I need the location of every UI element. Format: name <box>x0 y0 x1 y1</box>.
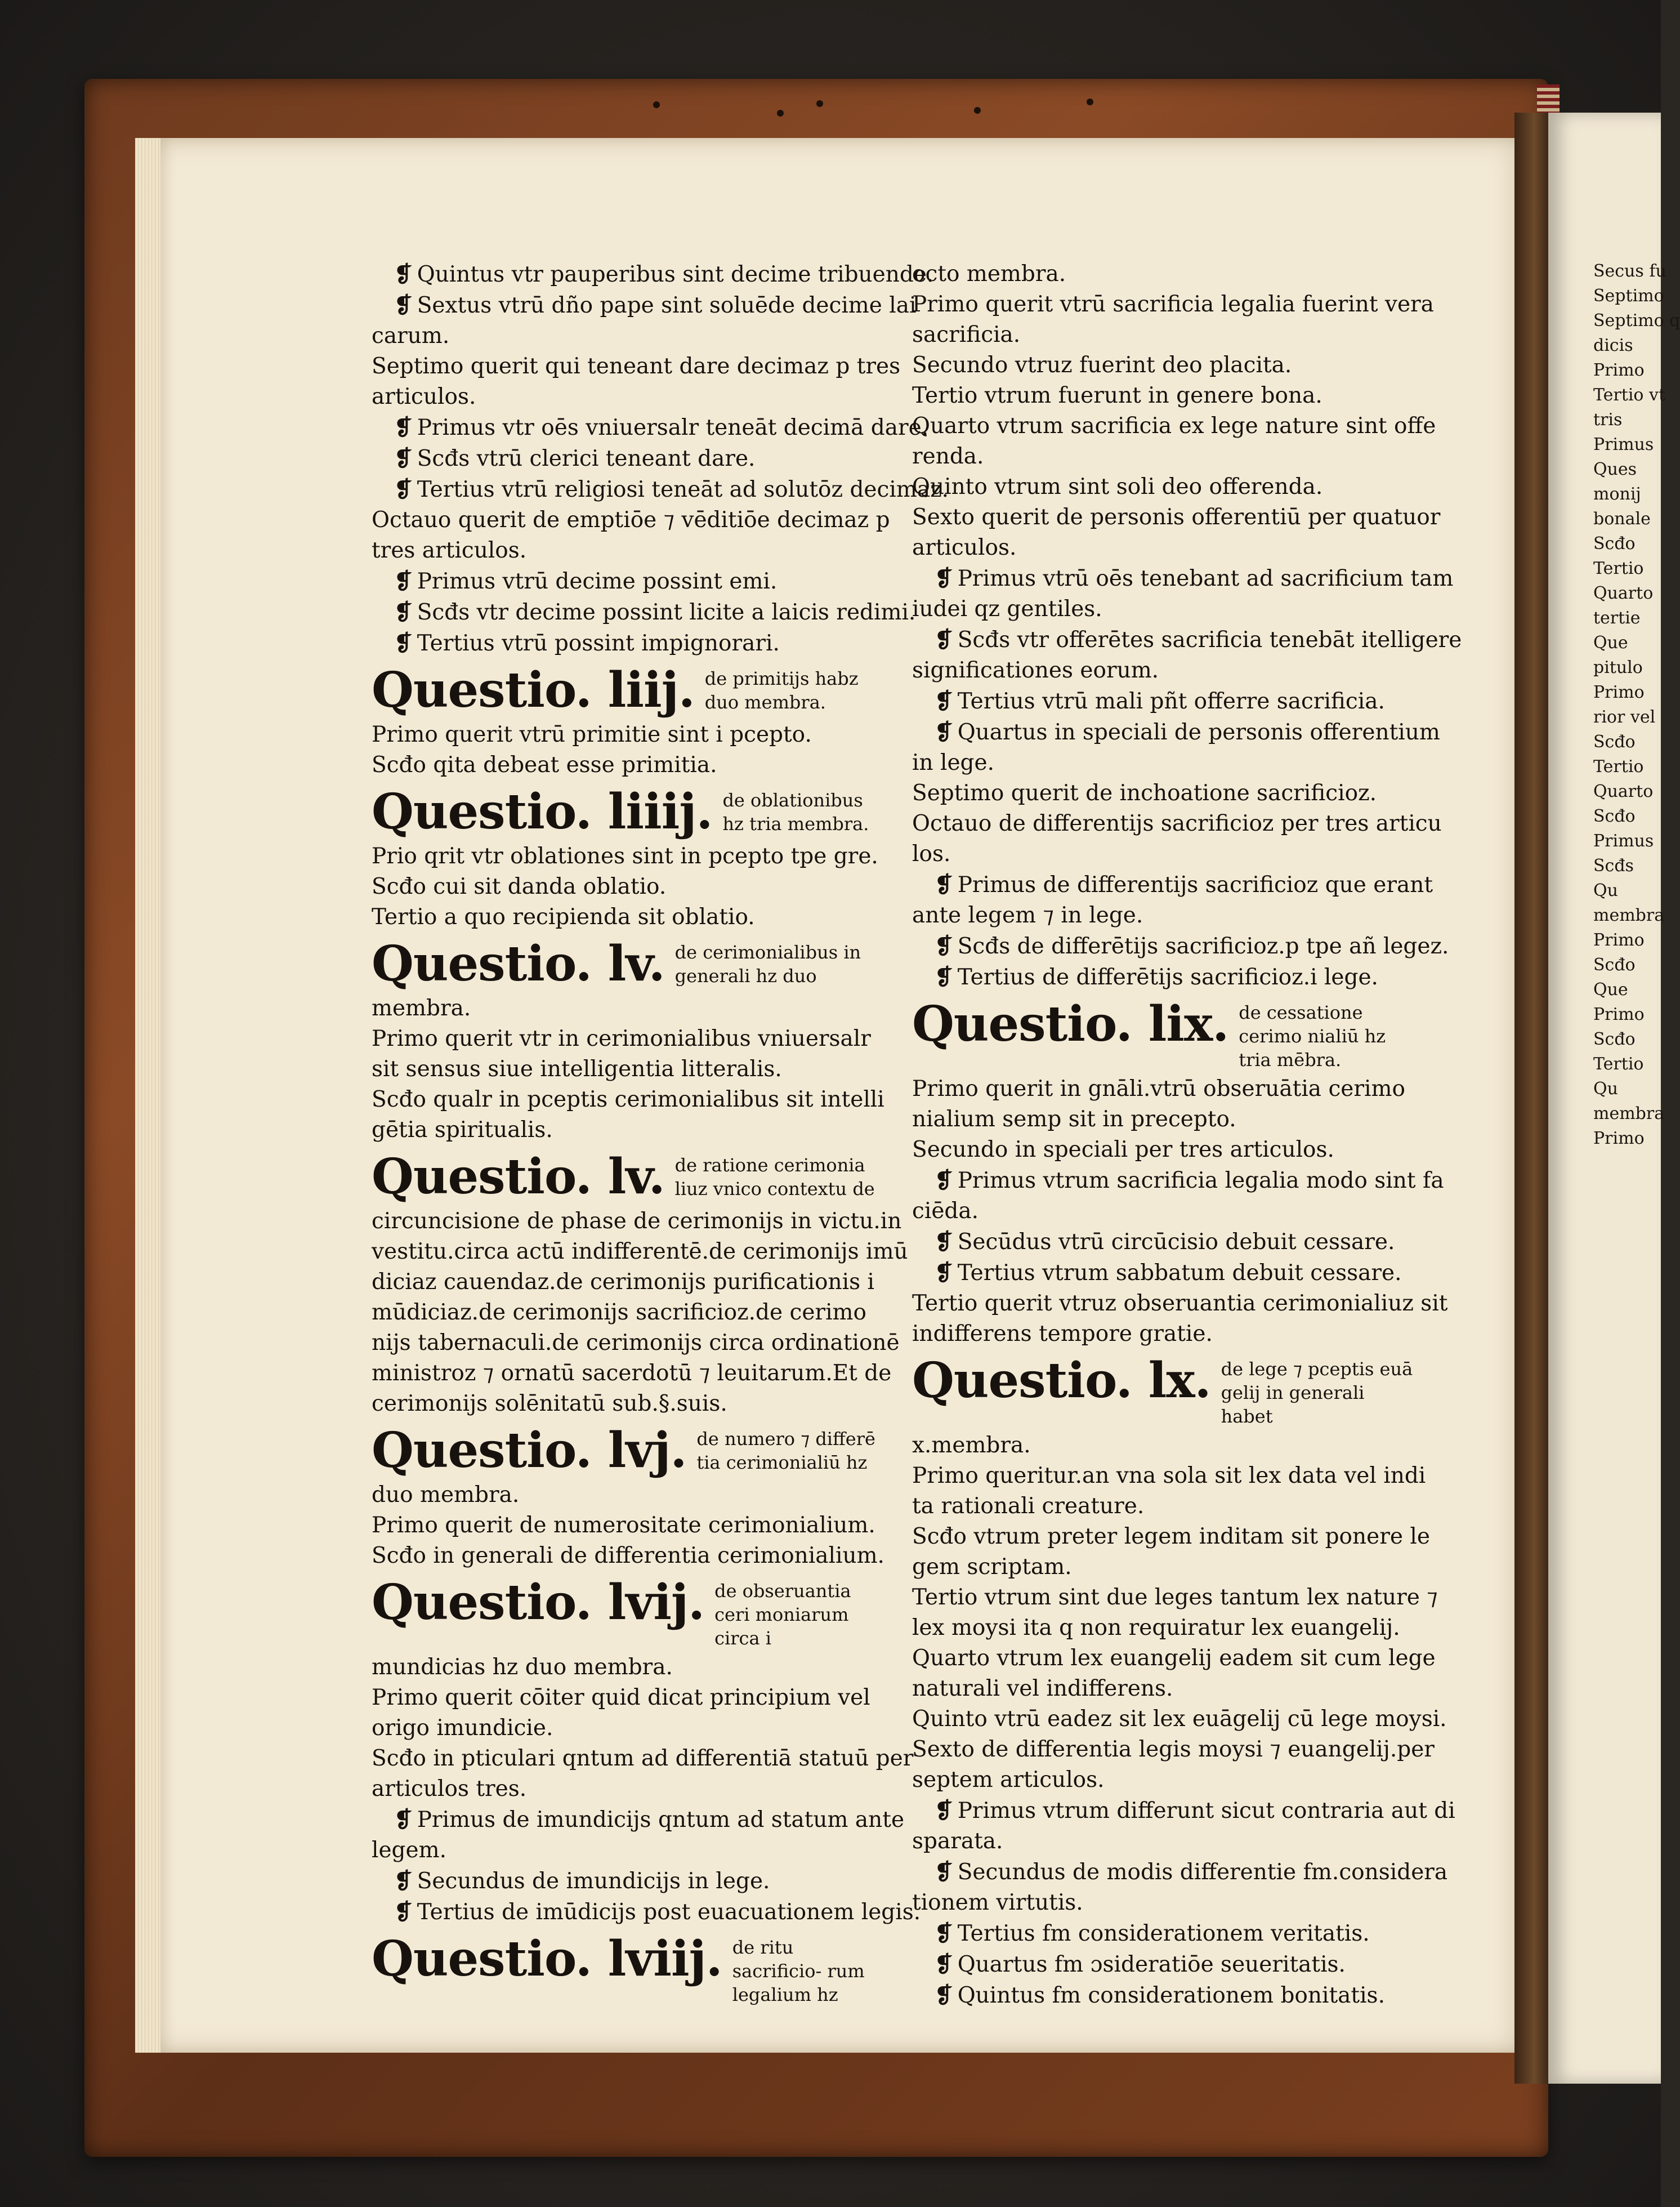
line-text: Primo querit in gnāli.vtrū obseruātia cerimo <box>912 1076 1405 1102</box>
pilcrow-icon: ❡ <box>935 1798 953 1823</box>
article-line <box>372 259 934 290</box>
text-line <box>912 748 1419 778</box>
next-page-fragment: Tertio vt <box>1593 385 1666 405</box>
questio-heading <box>372 1576 878 1650</box>
next-page-fragment: monij <box>1593 484 1641 504</box>
line-text: Quarto vtrum sacrificia ex lege nature sint offe <box>912 413 1436 439</box>
article-line <box>912 1227 1419 1258</box>
next-page-fragment: membra <box>1593 1104 1665 1123</box>
text-line <box>372 321 878 351</box>
pilcrow-icon: ❡ <box>935 1951 953 1977</box>
line-text: mundicias hz duo membra. <box>372 1655 673 1680</box>
text-line <box>912 1552 1419 1582</box>
article-line <box>372 474 949 505</box>
article-line <box>912 1857 1448 1888</box>
pilcrow-icon: ❡ <box>935 1260 953 1286</box>
next-page-fragment: Primo <box>1593 1005 1645 1024</box>
text-line <box>372 351 901 382</box>
article-line <box>372 1804 905 1835</box>
text-line <box>372 1835 878 1866</box>
line-text: Primo querit vtr in cerimonialibus vniuersalr <box>372 1026 871 1051</box>
line-text: ta rationali creature. <box>912 1493 1145 1519</box>
questio-number: Questio. lv. <box>372 1148 665 1205</box>
line-text: diciaz cauendaz.de cerimonijs purificationis i <box>372 1269 874 1295</box>
text-line <box>912 1735 1435 1765</box>
pilcrow-icon: ❡ <box>935 872 953 898</box>
text-line <box>372 1713 878 1744</box>
next-page-fragment: Scđo <box>1593 732 1636 752</box>
line-text: x.membra. <box>912 1433 1031 1458</box>
article-line <box>912 1980 1419 2011</box>
line-text: Secundo vtruz fuerint deo placita. <box>912 353 1292 378</box>
article-line <box>372 597 916 628</box>
pilcrow-icon: ❡ <box>935 933 953 959</box>
text-line <box>912 1104 1419 1135</box>
pilcrow-icon: ❡ <box>935 1229 953 1255</box>
pilcrow-icon: ❡ <box>935 719 953 745</box>
line-text: Prio qrit vtr oblationes sint in pcepto tpe gre. <box>372 844 878 869</box>
questio-heading <box>372 663 878 717</box>
line-text: nialium semp sit in precepto. <box>912 1107 1236 1132</box>
line-text: Sexto querit de personis offerentiū per quatuor <box>912 505 1441 530</box>
text-line <box>372 841 878 872</box>
pilcrow-icon: ❡ <box>394 1807 413 1833</box>
article-line <box>912 686 1419 717</box>
text-line <box>912 1888 1419 1918</box>
pilcrow-icon: ❡ <box>935 1920 953 1946</box>
next-page-fragment: Qu <box>1593 881 1618 900</box>
pilcrow-icon: ❡ <box>394 261 413 287</box>
line-text: Primo querit de numerositate cerimonialium. <box>372 1513 875 1538</box>
questio-number: Questio. liij. <box>372 662 695 719</box>
next-page-fragment: Quarto <box>1593 782 1654 801</box>
line-text: ministroz ⁊ ornatū sacerdotū ⁊ leuitarum.Et de <box>372 1361 892 1386</box>
pilcrow-icon: ❡ <box>935 1982 953 2008</box>
line-text: in lege. <box>912 750 994 775</box>
text-line <box>372 1480 878 1510</box>
line-text: significationes eorum. <box>912 658 1159 683</box>
line-text: Tertius de differētijs sacrificioz.i lege. <box>957 965 1378 990</box>
line-text: Sextus vtrū dño pape sint soluēde decime lai <box>417 293 917 318</box>
article-line <box>372 628 878 659</box>
pilcrow-icon: ❡ <box>394 292 413 318</box>
line-text: Scđo qualr in pceptis cerimonialibus sit intelli <box>372 1087 884 1112</box>
text-line <box>912 1135 1419 1165</box>
text-line <box>372 1652 878 1683</box>
line-text: Tertius fm considerationem veritatis. <box>957 1921 1370 1946</box>
line-text: Quintus vtr pauperibus sint decime tribuende. <box>417 262 934 287</box>
questio-heading <box>372 937 878 991</box>
pilcrow-icon: ❡ <box>394 630 413 656</box>
next-page-fragment: Quarto <box>1593 583 1654 603</box>
questio-summary: de ratione cerimonia liuz vnico contextu de <box>674 1154 875 1200</box>
text-line <box>912 594 1419 625</box>
text-line <box>372 1541 884 1571</box>
line-text: lex moysi ita q non requiratur lex euangelij. <box>912 1615 1400 1640</box>
line-text: legem. <box>372 1838 446 1863</box>
questio-number: Questio. lvj. <box>372 1422 687 1479</box>
text-line <box>912 1074 1419 1104</box>
text-line <box>372 1115 878 1145</box>
line-text: Secūdus vtrū circūcisio debuit cessare. <box>957 1229 1395 1255</box>
text-line <box>912 350 1419 381</box>
line-text: Scđo qita debeat esse primitia. <box>372 752 717 778</box>
line-text: Tertius de imūdicijs post euacuationem legis. <box>417 1900 921 1925</box>
next-page-fragment: Tertio <box>1593 1054 1644 1074</box>
next-page-fragment: Qu <box>1593 1079 1618 1099</box>
line-text: Scđs vtr offerētes sacrificia tenebāt itelligere <box>957 627 1462 653</box>
text-line <box>912 656 1419 686</box>
line-text: Tertio a quo recipienda sit oblatio. <box>372 904 755 930</box>
questio-heading <box>372 1424 878 1478</box>
article-line <box>912 1918 1419 1949</box>
questio-number: Questio. lvij. <box>372 1574 705 1631</box>
article-line <box>912 931 1449 962</box>
questio-number: Questio. liiij. <box>372 783 713 840</box>
line-text: gem scriptam. <box>912 1554 1072 1580</box>
line-text: tionem virtutis. <box>912 1890 1083 1915</box>
next-page-fragment: Septimo q <box>1593 311 1680 331</box>
line-text: Sexto de differentia legis moysi ⁊ euangelij.per <box>912 1737 1435 1762</box>
line-text: Secundo in speciali per tres articulos. <box>912 1137 1334 1162</box>
line-text: Scđs de differētijs sacrificioz.p tpe añ legez. <box>957 934 1449 959</box>
text-line <box>372 1510 878 1541</box>
line-text: Tertio vtrum fuerunt in genere bona. <box>912 383 1322 408</box>
text-line <box>912 502 1441 533</box>
text-line <box>372 1206 902 1237</box>
line-text: Septimo querit de inchoatione sacrificioz. <box>912 781 1377 806</box>
text-line <box>372 536 878 566</box>
line-text: Quartus fm ɔsideratiōe seueritatis. <box>957 1952 1346 1977</box>
line-text: ciēda. <box>912 1198 979 1224</box>
questio-heading <box>372 1150 878 1204</box>
next-page-fragment: Que <box>1593 633 1628 653</box>
questio-summary: de numero ⁊ differē tia cerimonialiū hz <box>696 1428 875 1473</box>
article-line <box>912 1165 1444 1196</box>
text-line <box>912 259 1419 289</box>
line-text: articulos tres. <box>372 1776 527 1802</box>
text-line <box>912 1491 1419 1522</box>
line-text: Tertio vtrum sint due leges tantum lex nature ⁊ <box>912 1585 1438 1610</box>
next-page-fragment: Primo <box>1593 1129 1645 1148</box>
next-page-fragment: Ques <box>1593 460 1637 479</box>
pilcrow-icon: ❡ <box>394 1868 413 1894</box>
pilcrow-icon: ❡ <box>394 445 413 471</box>
next-page-edge <box>1548 113 1680 2084</box>
article-line <box>912 563 1454 594</box>
line-text: iudei qz gentiles. <box>912 596 1102 622</box>
line-text: Tertius vtrū mali pñt offerre sacrificia. <box>957 689 1385 714</box>
line-text: Tertio querit vtruz obseruantia cerimonialiuz sit <box>912 1291 1448 1316</box>
text-line <box>372 1267 878 1298</box>
pilcrow-icon: ❡ <box>394 414 413 440</box>
line-text: Primus vtrū decime possint emi. <box>417 569 778 594</box>
nail-mark <box>816 100 823 107</box>
article-line <box>912 625 1462 656</box>
article-line <box>912 870 1433 900</box>
next-page-fragment: Scđo <box>1593 534 1636 554</box>
line-text: membra. <box>372 996 471 1021</box>
text-line <box>372 1774 878 1804</box>
next-page-fragment: dicis <box>1593 336 1633 355</box>
text-line <box>372 1358 892 1389</box>
line-text: Primus de imundicijs qntum ad statum ante <box>417 1807 905 1833</box>
text-line <box>912 320 1419 350</box>
pilcrow-icon: ❡ <box>394 568 413 594</box>
line-text: mūdiciaz.de cerimonijs sacrificioz.de cerimo <box>372 1300 867 1325</box>
text-line <box>912 1319 1419 1349</box>
questio-number: Questio. lx. <box>912 1352 1211 1409</box>
nail-mark <box>777 110 784 117</box>
next-page-fragment: Scđo <box>1593 955 1636 975</box>
line-text: Primo querit vtrū sacrificia legalia fuerint vera <box>912 292 1434 317</box>
questio-number: Questio. lviij. <box>372 1930 722 1987</box>
line-text: tres articulos. <box>372 538 527 563</box>
pilcrow-icon: ❡ <box>394 599 413 625</box>
article-line <box>372 412 929 443</box>
line-text: nijs tabernaculi.de cerimonijs circa ordinationē <box>372 1330 900 1356</box>
text-line <box>912 1522 1430 1552</box>
line-text: Primus vtrum differunt sicut contraria aut di <box>957 1798 1455 1823</box>
next-page-fragment: Primo <box>1593 930 1645 950</box>
line-text: Quarto vtrum lex euangelij eadem sit cum lege <box>912 1646 1436 1671</box>
line-text: Tertius vtrū possint impignorari. <box>417 631 780 656</box>
text-line <box>912 839 1419 870</box>
text-line <box>912 1288 1448 1319</box>
line-text: articulos. <box>912 535 1017 560</box>
nail-mark <box>974 107 981 114</box>
line-text: Primo querit vtrū primitie sint i pcepto. <box>372 722 812 747</box>
text-line <box>912 900 1419 931</box>
line-text: duo membra. <box>372 1482 520 1508</box>
text-line <box>372 1744 914 1774</box>
next-page-fragment: bonale <box>1593 509 1651 529</box>
pilcrow-icon: ❡ <box>935 1167 953 1193</box>
line-text: Quinto vtrū eadez sit lex euāgelij cū lege moysi. <box>912 1706 1447 1732</box>
text-line <box>372 1054 878 1085</box>
pilcrow-icon: ❡ <box>935 688 953 714</box>
line-text: sacrificia. <box>912 322 1021 347</box>
line-text: Tertius vtrum sabbatum debuit cessare. <box>957 1260 1402 1286</box>
text-line <box>912 1613 1419 1643</box>
text-line <box>372 993 878 1024</box>
line-text: octo membra. <box>912 261 1066 287</box>
questio-summary: de obseruantia ceri moniarum circa i <box>714 1580 851 1649</box>
questio-summary: de ritu sacrificio- rum legalium hz <box>732 1937 865 2005</box>
line-text: Secundus de imundicijs in lege. <box>417 1869 770 1894</box>
text-line <box>372 1298 878 1328</box>
line-text: Primus vtr oēs vniuersalr teneāt decimā dare. <box>417 415 929 440</box>
text-line <box>912 778 1419 809</box>
text-line <box>912 1765 1419 1795</box>
line-text: los. <box>912 841 951 867</box>
next-page-fragment: Scđs <box>1593 856 1634 876</box>
text-line <box>912 809 1442 839</box>
article-line <box>372 443 878 474</box>
line-text: Quartus in speciali de personis offerentium <box>957 720 1440 745</box>
next-page-fragment: Scđo <box>1593 1029 1636 1049</box>
pilcrow-icon: ❡ <box>935 964 953 990</box>
next-page-fragment: Primo <box>1593 360 1645 380</box>
questio-heading <box>372 785 878 839</box>
questio-summary: de cerimonialibus in generali hz duo <box>674 942 861 987</box>
article-line <box>912 1795 1455 1826</box>
line-text: Scđs vtr decime possint licite a laicis redimi. <box>417 600 916 625</box>
questio-heading <box>912 997 1419 1072</box>
text-line <box>912 442 1419 472</box>
questio-summary: de oblationibus hz tria membra. <box>722 790 869 835</box>
text-line <box>372 505 890 536</box>
article-line <box>912 1258 1419 1288</box>
text-line <box>912 1582 1438 1613</box>
pilcrow-icon: ❡ <box>935 565 953 591</box>
line-text: circuncisione de phase de cerimonijs in victu.in <box>372 1209 902 1234</box>
text-line <box>372 1328 900 1358</box>
article-line <box>372 1897 921 1928</box>
line-text: Quintus fm considerationem bonitatis. <box>957 1983 1385 2008</box>
line-text: Tertius vtrū religiosi teneāt ad solutōz decimaz. <box>417 477 949 502</box>
next-page-fragment: tertie <box>1593 608 1641 628</box>
line-text: septem articulos. <box>912 1767 1105 1793</box>
line-text: Secundus de modis differentie fm.considera <box>957 1860 1448 1885</box>
questio-heading <box>372 1932 878 2007</box>
text-line <box>912 1643 1436 1674</box>
questio-heading <box>912 1354 1419 1428</box>
line-text: origo imundicie. <box>372 1715 553 1741</box>
article-line <box>912 962 1419 993</box>
text-line <box>912 289 1434 320</box>
text-line <box>372 1683 878 1713</box>
text-line <box>372 872 878 902</box>
next-page-fragment: Que <box>1593 980 1628 1000</box>
line-text: articulos. <box>372 384 476 409</box>
pilcrow-icon: ❡ <box>935 627 953 653</box>
pilcrow-icon: ❡ <box>935 1859 953 1885</box>
next-page-fragment: Scđo <box>1593 806 1636 826</box>
line-text: naturali vel indifferens. <box>912 1676 1173 1701</box>
questio-number: Questio. lix. <box>912 996 1229 1053</box>
text-line <box>912 1704 1447 1735</box>
line-text: sparata. <box>912 1829 1003 1854</box>
line-text: Scđo vtrum preter legem inditam sit ponere le <box>912 1524 1430 1549</box>
text-line <box>912 1196 1419 1227</box>
text-line <box>372 720 878 750</box>
text-line <box>372 1085 884 1115</box>
line-text: renda. <box>912 444 984 469</box>
article-line <box>912 717 1440 748</box>
line-text: Octauo de differentijs sacrificioz per tres articu <box>912 811 1442 836</box>
line-text: Primus vtrū oēs tenebant ad sacrificium tam <box>957 566 1454 591</box>
line-text: Scđs vtrū clerici teneant dare. <box>417 446 756 471</box>
line-text: gētia spiritualis. <box>372 1117 553 1143</box>
line-text: Scđo cui sit danda oblatio. <box>372 874 667 899</box>
line-text: ante legem ⁊ in lege. <box>912 903 1143 928</box>
article-line <box>372 1866 878 1897</box>
text-line <box>372 1237 908 1267</box>
line-text: vestitu.circa actū indifferentē.de cerimonijs imū <box>372 1239 908 1264</box>
questio-summary: de cessatione cerimo nialiū hz tria mēbra. <box>1239 1002 1386 1071</box>
text-line <box>912 533 1419 563</box>
line-text: Scđo in generali de differentia cerimonialium. <box>372 1543 884 1568</box>
text-line <box>912 1461 1426 1491</box>
line-text: cerimonijs solēnitatū sub.§.suis. <box>372 1391 727 1416</box>
line-text: Primo querit cōiter quid dicat principium vel <box>372 1685 870 1710</box>
next-page-fragment: Primus <box>1593 831 1654 851</box>
next-page-fragment: tris <box>1593 410 1623 430</box>
next-page-fragment: membra <box>1593 906 1665 925</box>
pilcrow-icon: ❡ <box>394 1899 413 1925</box>
line-text: Primus vtrum sacrificia legalia modo sint fa <box>957 1168 1444 1193</box>
text-line <box>372 1024 878 1054</box>
questio-summary: de lege ⁊ pceptis euā gelij in generali habet <box>1221 1358 1413 1427</box>
right-column <box>912 259 1462 2011</box>
text-line <box>372 1389 878 1419</box>
line-text: sit sensus siue intelligentia litteralis. <box>372 1056 782 1082</box>
questio-summary: de primitijs habz duo membra. <box>704 668 859 713</box>
line-text: Primus de differentijs sacrificioz que erant <box>957 872 1433 898</box>
line-text: Octauo querit de emptiōe ⁊ vēditiōe decimaz p <box>372 507 890 533</box>
line-text: carum. <box>372 323 450 349</box>
next-page-fragment: Primo <box>1593 683 1645 702</box>
next-page-fragment: rior vel <box>1593 707 1656 727</box>
article-line <box>372 566 878 597</box>
next-page-fragment: pitulo <box>1593 658 1643 677</box>
text-line <box>912 381 1419 411</box>
text-line <box>372 382 878 412</box>
line-text: Primo queritur.an vna sola sit lex data vel indi <box>912 1463 1426 1488</box>
line-text: Scđo in pticulari qntum ad differentiā statuū per <box>372 1746 914 1771</box>
pilcrow-icon: ❡ <box>394 476 413 502</box>
next-page-fragment: Secus fu <box>1593 261 1666 281</box>
next-page-fragment: Tertio <box>1593 559 1644 578</box>
text-line <box>912 1826 1419 1857</box>
line-text: Quinto vtrum sint soli deo offerenda. <box>912 474 1323 500</box>
text-line <box>912 472 1419 502</box>
nail-mark <box>1087 99 1093 105</box>
text-line <box>912 1674 1419 1704</box>
line-text: indifferens tempore gratie. <box>912 1321 1213 1347</box>
article-line <box>912 1949 1419 1980</box>
next-page-fragment: Septimo <box>1593 286 1664 306</box>
text-line <box>912 1430 1419 1461</box>
questio-number: Questio. lv. <box>372 935 665 992</box>
next-page-fragment: Tertio <box>1593 757 1644 777</box>
text-line <box>372 750 878 781</box>
article-line <box>372 290 917 321</box>
line-text: Septimo querit qui teneant dare decimaz p tres <box>372 354 901 379</box>
text-line <box>912 411 1436 442</box>
text-line <box>372 902 878 933</box>
nail-mark <box>653 101 660 108</box>
next-page-fragment: Primus <box>1593 435 1654 454</box>
